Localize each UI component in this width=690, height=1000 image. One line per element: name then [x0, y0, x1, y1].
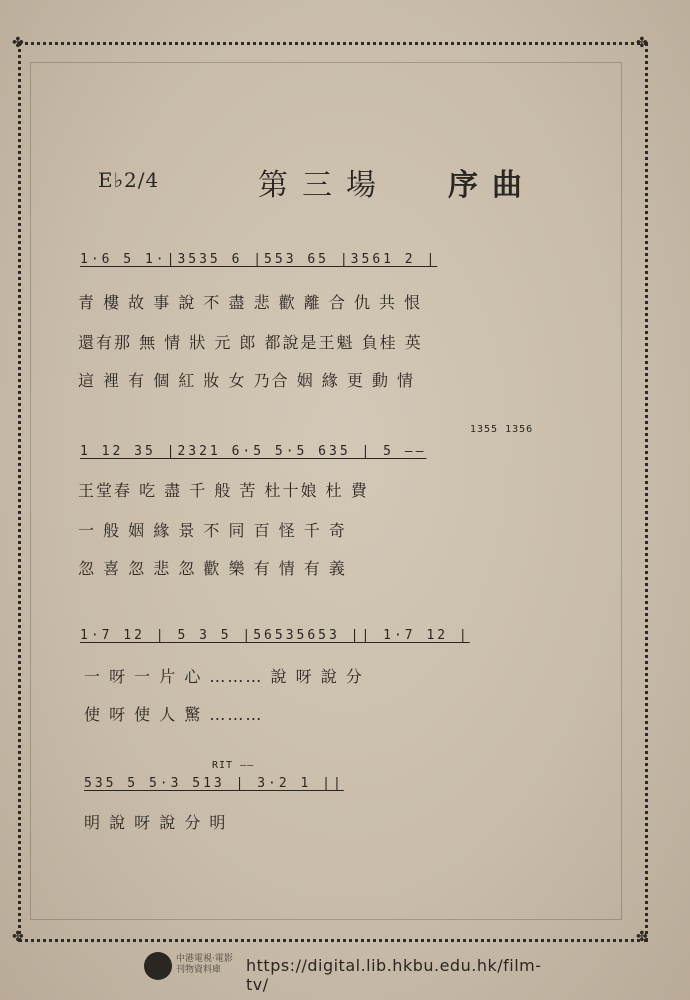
- flourish-icon: ✤: [12, 35, 24, 51]
- scene-title: 第三場: [258, 168, 390, 203]
- library-logo-icon: [144, 952, 172, 980]
- lyric-line: 一 般 姻 緣 景 不 同 百 怪 千 奇: [78, 521, 347, 540]
- notation-line: 1·7 12 | 5 3 5 |56535653 || 1·7 12 |: [80, 628, 470, 643]
- lyric-line: 還有那 無 情 狀 元 郎 都說是王魁 負桂 英: [78, 333, 423, 352]
- piece-title: 序曲: [448, 168, 536, 203]
- notation-line: 1·6 5 1·|3535 6 |553 65 |3561 2 |: [80, 252, 438, 267]
- notation-line: 535 5 5·3 513 | 3·2 1 ||: [84, 776, 344, 791]
- flourish-icon: ✤: [636, 35, 648, 51]
- lyric-line: 青 樓 故 事 說 不 盡 悲 歡 離 合 仇 共 恨: [78, 293, 423, 312]
- notation-line: 1 12 35 |2321 6·5 5·5 635 | 5 ——: [80, 444, 427, 459]
- lyric-line: 明 說 呀 說 分 明: [84, 813, 228, 832]
- watermark-org: 中港電視‧電影 刊物資料庫: [176, 954, 233, 975]
- lyric-line: 使 呀 使 人 驚 ………: [84, 705, 264, 724]
- notation-line: RIT ——: [212, 760, 255, 771]
- lyric-line: 王堂春 吃 盡 千 般 苦 杜十娘 杜 費: [78, 481, 369, 500]
- watermark-url[interactable]: https://digital.lib.hkbu.edu.hk/film-tv/: [246, 956, 542, 994]
- flourish-icon: ✤: [12, 929, 24, 945]
- lyric-line: 一 呀 一 片 心 ……… 說 呀 說 分: [84, 667, 364, 686]
- notation-line: 1355 1356: [470, 424, 534, 435]
- key-signature: E♭2/4: [98, 168, 160, 192]
- flourish-icon: ✤: [636, 929, 648, 945]
- lyric-line: 這 裡 有 個 紅 妝 女 乃合 姻 緣 更 動 情: [78, 371, 416, 390]
- watermark: [144, 950, 564, 994]
- lyric-line: 忽 喜 忽 悲 忽 歡 樂 有 情 有 義: [78, 559, 347, 578]
